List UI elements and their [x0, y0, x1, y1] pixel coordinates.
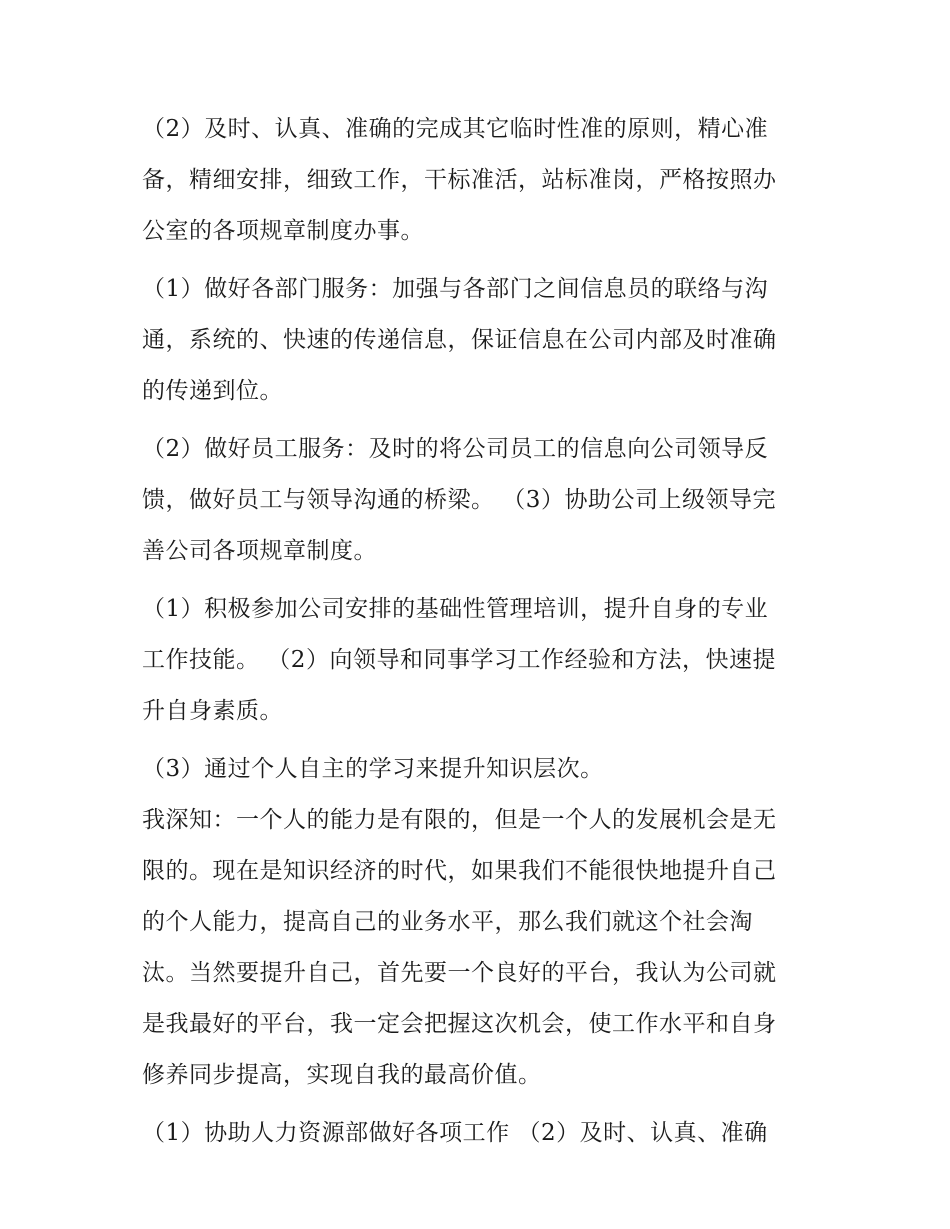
- text-line: 工作技能。 （2）向领导和同事学习工作经验和方法，快速提: [142, 647, 776, 673]
- text-line: 的个人能力，提高自己的业务水平，那么我们就这个社会淘: [142, 909, 753, 935]
- text-line: 是我最好的平台，我一定会把握这次机会，使工作水平和自身: [142, 1011, 777, 1037]
- text-line: 修养同步提高，实现自我的最高价值。: [142, 1062, 542, 1088]
- text-line: 备，精细安排，细致工作，干标准活，站标准岗，严格按照办: [142, 167, 777, 193]
- text-line: 升自身素质。: [142, 698, 283, 724]
- text-line: （2）做好员工服务：及时的将公司员工的信息向公司领导反: [142, 436, 769, 462]
- text-line: 馈，做好员工与领导沟通的桥梁。 （3）协助公司上级领导完: [142, 487, 776, 513]
- text-line: （3）通过个人自主的学习来提升知识层次。: [142, 756, 604, 782]
- text-line: （2）及时、认真、准确的完成其它临时性准的原则，精心准: [142, 116, 769, 142]
- document-body: [142, 110, 832, 1148]
- text-line: 限的。现在是知识经济的时代，如果我们不能很快地提升自己: [142, 858, 777, 884]
- text-line: 善公司各项规章制度。: [142, 538, 377, 564]
- text-line: （1）做好各部门服务：加强与各部门之间信息员的联络与沟: [142, 276, 769, 302]
- text-line: （1）积极参加公司安排的基础性管理培训，提升自身的专业: [142, 596, 769, 622]
- text-line: 公室的各项规章制度办事。: [142, 218, 424, 244]
- text-line: 的传递到位。: [142, 378, 283, 404]
- text-line: 通，系统的、快速的传递信息，保证信息在公司内部及时准确: [142, 327, 777, 353]
- text-line: （1）协助人力资源部做好各项工作 （2）及时、认真、准确: [142, 1120, 768, 1146]
- text-line: 汰。当然要提升自己，首先要一个良好的平台，我认为公司就: [142, 960, 777, 986]
- text-line: 我深知：一个人的能力是有限的，但是一个人的发展机会是无: [142, 807, 777, 833]
